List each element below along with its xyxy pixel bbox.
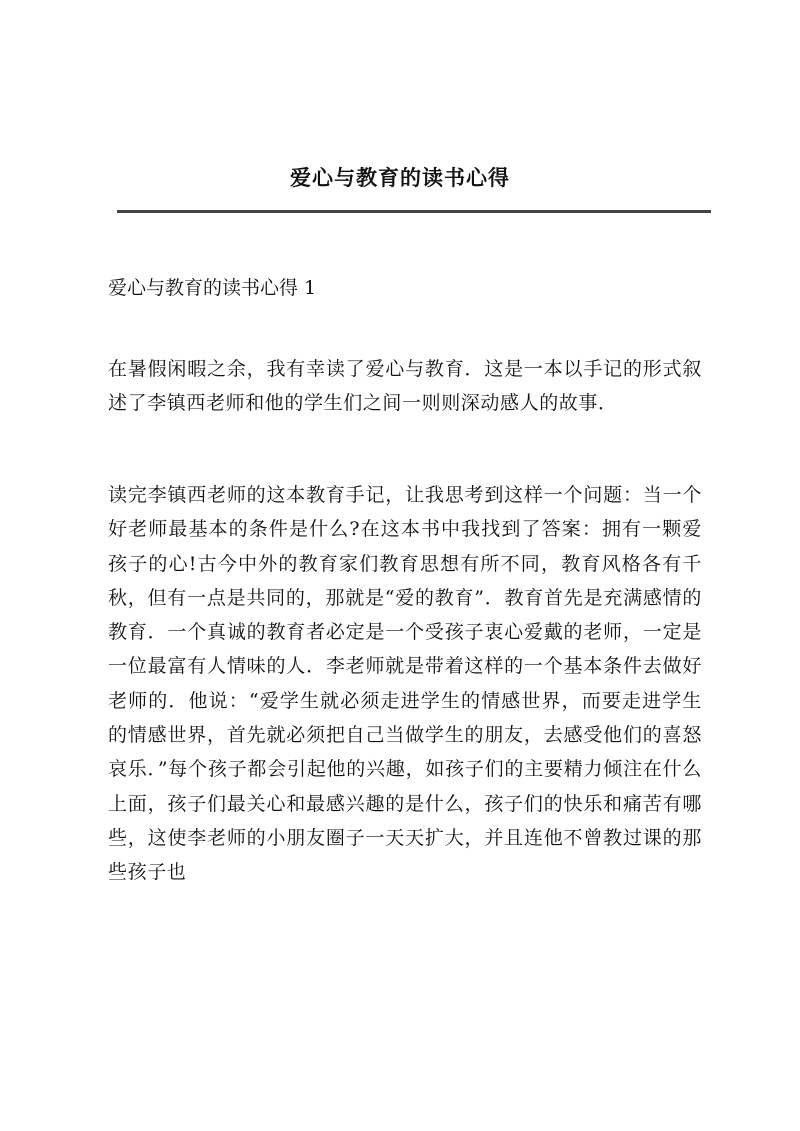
paragraph-2: 读完李镇西老师的这本教育手记，让我思考到这样一个问题：当一个好老师最基本的条件是什么?在这本书中我找到了答案：拥有一颗爱孩子的心!古今中外的教育家们教育思想有所不同，教育风格各有千秋，但有一点是共同的，那就是“爱的教育”．教育首先是充满感情的教育．一个真诚的教育者必定是一个受孩子衷心爱戴的老师，一定是一位最富有人情味的人．李老师就是带着这样的一个基本条件去做好老师的．他说：“爱学生就必须走进学生的情感世界，而要走进学生的情感世界，首先就必须把自己当做学生的朋友，去感受他们的喜怒哀乐．”每个孩子都会引起他的兴趣，如孩子们的主要精力倾注在什么上面，孩子们最关心和最感兴趣的是什么，孩子们的快乐和痛苦有哪些，这使李老师的小朋友圈子一天天扩大，并且连他不曾教过课的那些孩子也 <box>108 484 702 884</box>
document-title: 爱心与教育的读书心得 <box>290 165 510 190</box>
paragraph-1: 在暑假闲暇之余，我有幸读了爱心与教育．这是一本以手记的形式叙述了李镇西老师和他的学生们之间一则则深动感人的故事． <box>108 358 702 415</box>
section-heading: 爱心与教育的读书心得 1 <box>108 277 317 299</box>
title-divider <box>117 210 711 213</box>
